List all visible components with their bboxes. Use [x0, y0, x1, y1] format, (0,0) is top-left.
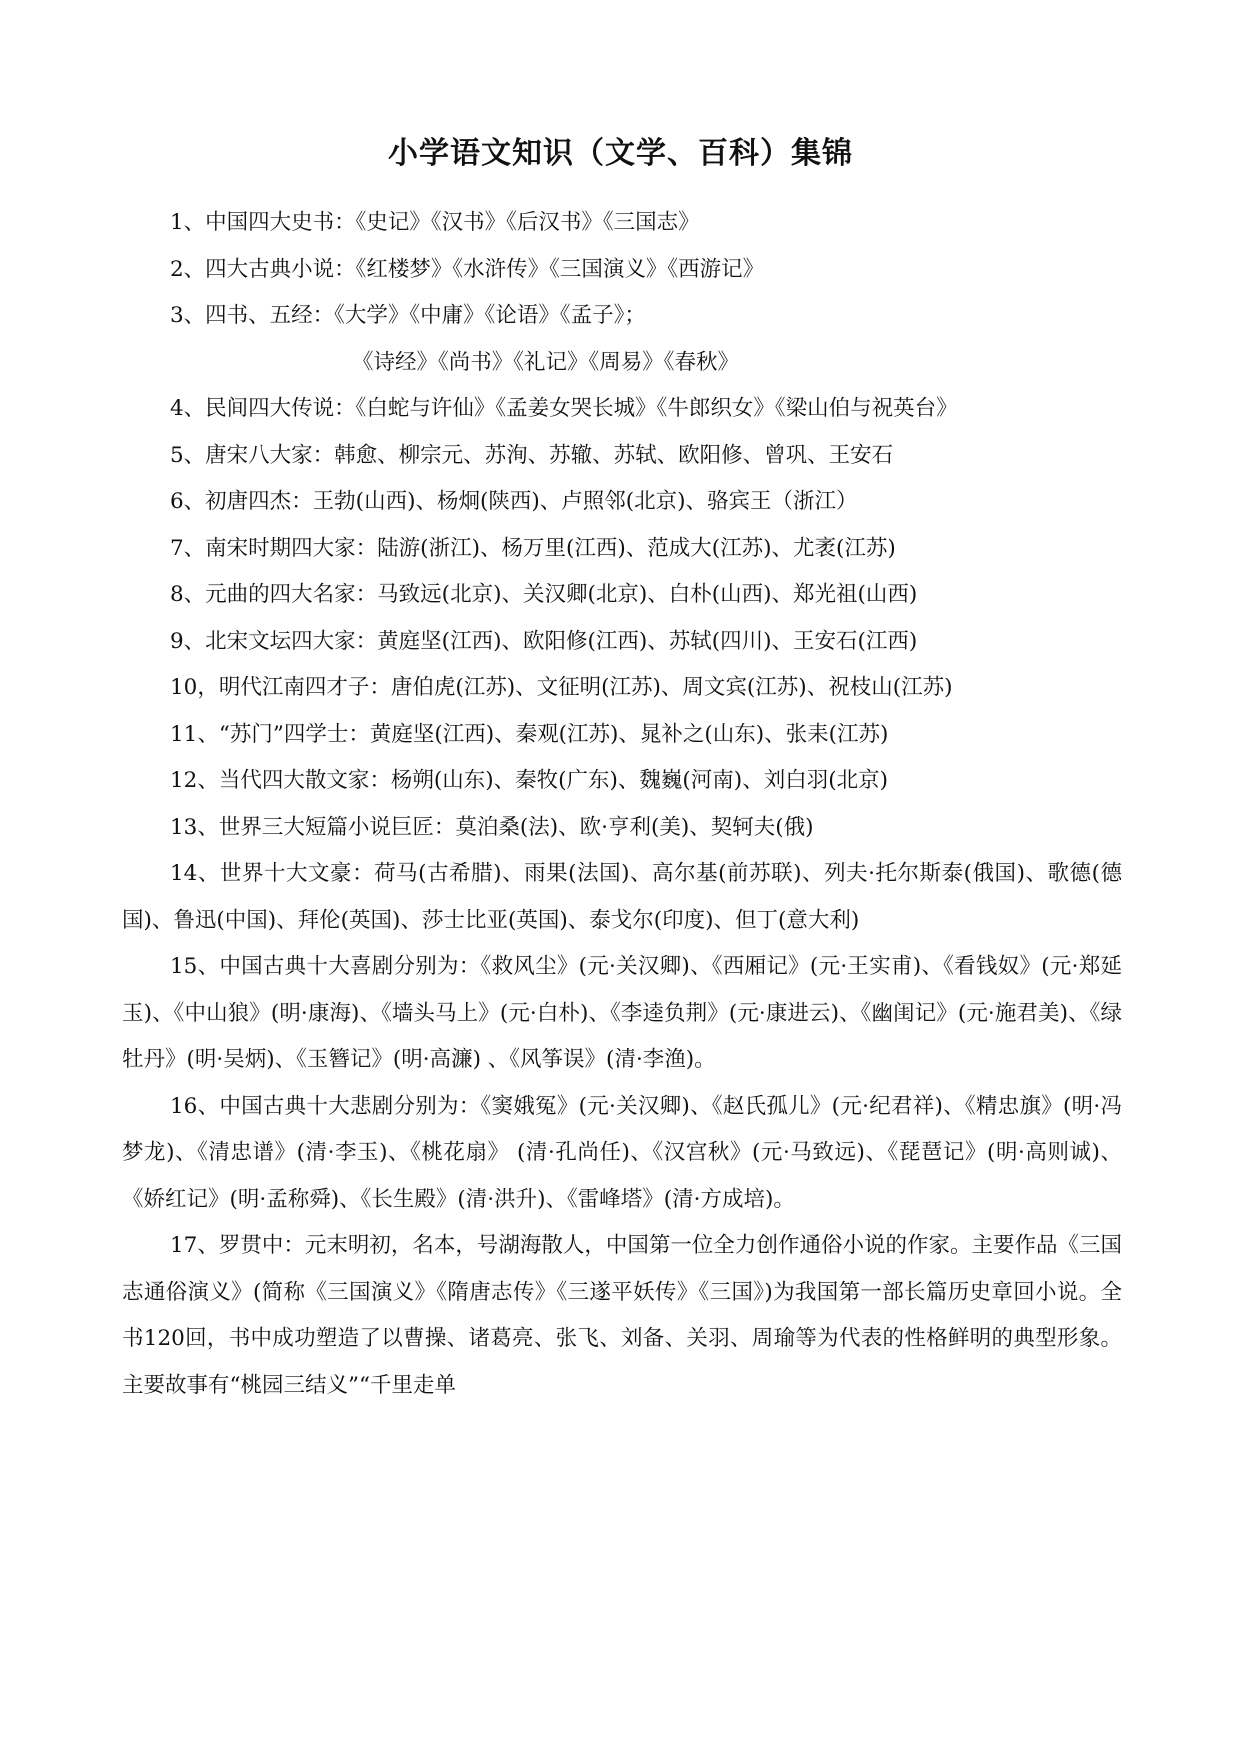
paragraph-3-continuation: 《诗经》《尚书》《礼记》《周易》《春秋》	[352, 349, 740, 375]
paragraph-11: 11、“苏门”四学士：黄庭坚(江西)、秦观(江苏)、晁补之(山东)、张耒(江苏)	[170, 721, 889, 747]
paragraph-16: 16、中国古典十大悲剧分别为：《窦娥冤》(元·关汉卿)、《赵氏孤儿》(元·纪君祥)、《精忠旗》(明·冯梦龙)、《清忠谱》(清·李玉)、《桃花扇》 (清·孔尚任)、《汉宫秋》(元·马致远)、《琵琶记》(明·高则诚)、《娇红记》(明·孟称舜)、《长生殿》(清·洪升)、《雷峰塔》(清·方成培)。	[122, 1093, 1122, 1212]
paragraph-12: 12、当代四大散文家：杨朔(山东)、秦牧(广东)、魏巍(河南)、刘白羽(北京)	[170, 768, 888, 793]
paragraph-3: 3、四书、五经：《大学》《中庸》《论语》《孟子》；	[170, 303, 646, 328]
paragraph-2: 2、四大古典小说：《红楼梦》《水浒传》《三国演义》《西游记》	[170, 256, 765, 282]
paragraph-13: 13、世界三大短篇小说巨匠：莫泊桑(法)、欧·亨利(美)、契轲夫(俄)	[170, 814, 814, 840]
paragraph-15: 15、中国古典十大喜剧分别为：《救风尘》(元·关汉卿)、《西厢记》(元·王实甫)、《看钱奴》(元·郑延玉)、《中山狼》(明·康海)、《墙头马上》(元·白朴)、《李逵负荆》(元·康进云)、《幽闺记》(元·施君美)、《绿牡丹》(明·吴炳)、《玉簪记》(明·高濂) 、《风筝误》(清·李渔)。	[122, 954, 1122, 1072]
paragraph-7: 7、南宋时期四大家：陆游(浙江)、杨万里(江西)、范成大(江苏)、尤袤(江苏)	[170, 535, 896, 561]
page-title: 小学语文知识（文学、百科）集锦	[388, 136, 853, 171]
document-body	[122, 200, 1122, 1409]
paragraph-9: 9、北宋文坛四大家：黄庭坚(江西)、欧阳修(江西)、苏轼(四川)、王安石(江西)	[170, 628, 918, 654]
paragraph-4: 4、民间四大传说：《白蛇与许仙》《孟姜女哭长城》《牛郎织女》《梁山伯与祝英台》	[170, 396, 958, 421]
paragraph-6: 6、初唐四杰：王勃(山西)、杨炯(陕西)、卢照邻(北京)、骆宾王（浙江）	[170, 489, 858, 514]
paragraph-14: 14、世界十大文豪：荷马(古希腊)、雨果(法国)、高尔基(前苏联)、列夫·托尔斯泰(俄国)、歌德(德国)、鲁迅(中国)、拜伦(英国)、莎士比亚(英国)、泰戈尔(印度)、但丁(意大利)	[122, 861, 1122, 933]
paragraph-8: 8、元曲的四大名家：马致远(北京)、关汉卿(北京)、白朴(山西)、郑光祖(山西)	[170, 582, 918, 607]
paragraph-5: 5、唐宋八大家：韩愈、柳宗元、苏洵、苏辙、苏轼、欧阳修、曾巩、王安石	[170, 442, 894, 468]
paragraph-1: 1、中国四大史书：《史记》《汉书》《后汉书》《三国志》	[170, 210, 700, 235]
paragraph-10: 10，明代江南四才子：唐伯虎(江苏)、文征明(江苏)、周文宾(江苏)、祝枝山(江苏)	[170, 675, 953, 700]
paragraph-17: 17、罗贯中：元末明初，名本，号湖海散人，中国第一位全力创作通俗小说的作家。主要作品《三国志通俗演义》(简称《三国演义》《隋唐志传》《三遂平妖传》《三国》)为我国第一部长篇历史章回小说。全书120回，书中成功塑造了以曹操、诸葛亮、张飞、刘备、关羽、周瑜等为代表的性格鲜明的典型形象。主要故事有“桃园三结义”“千里走单	[122, 1233, 1122, 1398]
